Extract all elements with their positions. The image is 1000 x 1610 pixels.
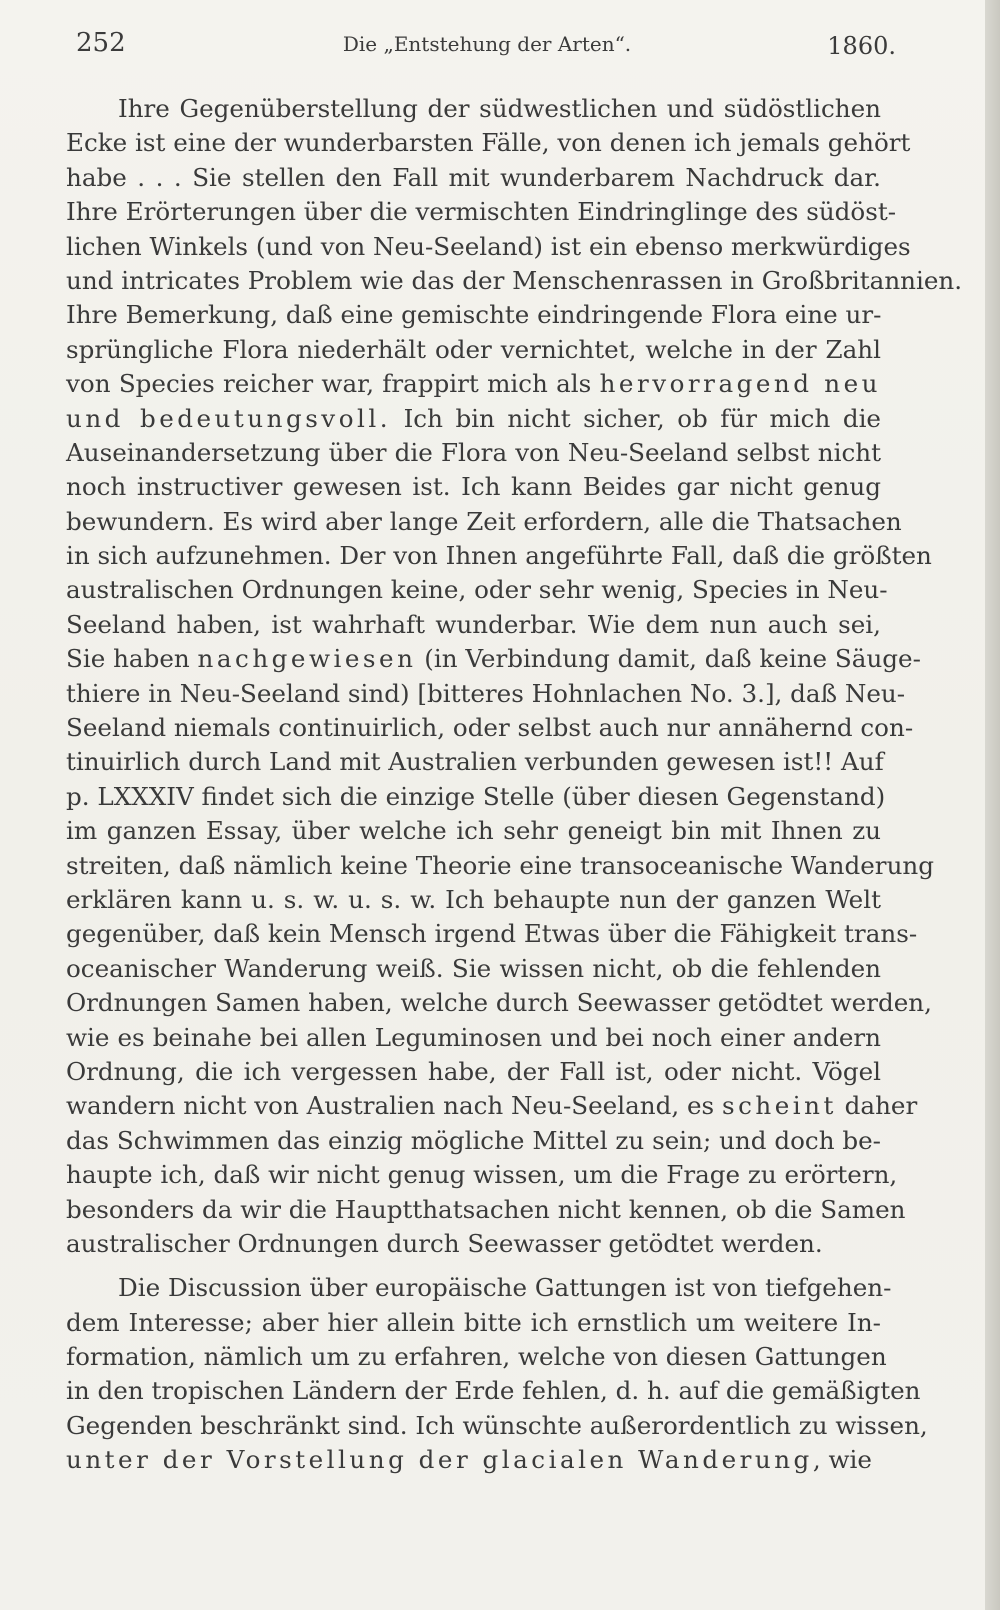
text-line: p. LXXXIV findet sich die einzige Stelle (über diesen Gegenstand) bbox=[66, 781, 886, 811]
text-line: australischer Ordnungen durch Seewasser getödtet werden. bbox=[66, 1228, 823, 1258]
header-year: 1860. bbox=[827, 32, 896, 60]
text-line: noch instructiver gewesen ist. Ich kann Beides gar nicht genug bbox=[66, 472, 881, 502]
paragraph-2 bbox=[66, 1271, 928, 1477]
text-line: haupte ich, daß wir nicht genug wissen, um die Frage zu erörtern, bbox=[66, 1160, 898, 1190]
text-line: formation, nämlich um zu erfahren, welche von diesen Gattungen bbox=[66, 1342, 887, 1372]
text-line: das Schwimmen das einzig mögliche Mittel zu sein; und doch be- bbox=[66, 1125, 881, 1155]
text-line: dem Interesse; aber hier allein bitte ich ernstlich um weitere In- bbox=[66, 1307, 881, 1337]
text-line: Ihre Bemerkung, daß eine gemischte eindringende Flora eine ur- bbox=[66, 300, 882, 330]
text-line: Seeland haben, ist wahrhaft wunderbar. Wie dem nun auch sei, bbox=[66, 609, 881, 639]
text-line: streiten, daß nämlich keine Theorie eine transoceanische Wanderung bbox=[66, 850, 934, 880]
text-segment: Ich bin nicht sicher, ob für mich die bbox=[391, 403, 881, 433]
text-line: Seeland niemals continuirlich, oder selbst auch nur annähernd con- bbox=[66, 713, 914, 743]
text-segment: von Species reicher war, frappirt mich als bbox=[66, 369, 600, 399]
text-line: gegenüber, daß kein Mensch irgend Etwas über die Fähigkeit trans- bbox=[66, 919, 918, 949]
text-line: und intricates Problem wie das der Menschenrassen in Großbritannien. bbox=[66, 265, 963, 295]
text-line: Ordnung, die ich vergessen habe, der Fall ist, oder nicht. Vögel bbox=[66, 1056, 881, 1086]
text-line: in sich aufzunehmen. Der von Ihnen angeführte Fall, daß die größten bbox=[66, 541, 932, 571]
body-text bbox=[66, 92, 963, 1478]
text-line: Ihre Erörterungen über die vermischten Eindringlinge des südöst- bbox=[66, 197, 897, 227]
paragraph-1 bbox=[66, 92, 963, 1261]
text-segment: , wie bbox=[812, 1445, 872, 1475]
text-line: Ihre Gegenüberstellung der südwestlichen und südöstlichen bbox=[118, 94, 881, 123]
text-line: sprüngliche Flora niederhält oder vernichtet, welche in der Zahl bbox=[66, 334, 881, 364]
spaced-emphasis: und bedeutungsvoll. bbox=[66, 403, 392, 433]
text-line: besonders da wir die Hauptthatsachen nicht kennen, ob die Samen bbox=[66, 1194, 906, 1224]
text-segment: daher bbox=[836, 1091, 918, 1121]
text-line: thiere in Neu-Seeland sind) [bitteres Hohnlachen No. 3.], daß Neu- bbox=[66, 678, 906, 708]
text-line bbox=[66, 1089, 918, 1123]
text-line: oceanischer Wanderung weiß. Sie wissen nicht, ob die fehlenden bbox=[66, 953, 881, 983]
text-line: erklären kann u. s. w. u. s. w. Ich behaupte nun der ganzen Welt bbox=[66, 884, 881, 914]
text-line: habe . . . Sie stellen den Fall mit wunderbarem Nachdruck dar. bbox=[66, 162, 881, 192]
spaced-emphasis: unter der Vorstellung der glacialen Wanderung bbox=[66, 1445, 813, 1475]
text-line: bewundern. Es wird aber lange Zeit erfordern, alle die Thatsachen bbox=[66, 506, 902, 536]
text-line bbox=[66, 367, 881, 401]
text-line: Ecke ist eine der wunderbarsten Fälle, von denen ich jemals gehört bbox=[66, 128, 911, 158]
spaced-emphasis: scheint bbox=[721, 1091, 837, 1121]
text-line: wie es beinahe bei allen Leguminosen und bei noch einer andern bbox=[66, 1022, 881, 1052]
text-line: australischen Ordnungen keine, oder sehr wenig, Species in Neu- bbox=[66, 575, 888, 605]
page-edge bbox=[985, 0, 1000, 1610]
text-line: tinuirlich durch Land mit Australien verbunden gewesen ist!! Auf bbox=[66, 747, 884, 777]
text-line bbox=[66, 642, 921, 676]
text-line: in den tropischen Ländern der Erde fehlen, d. h. auf die gemäßigten bbox=[66, 1376, 921, 1406]
text-line: Auseinandersetzung über die Flora von Neu-Seeland selbst nicht bbox=[66, 437, 881, 467]
spaced-emphasis: hervorragend neu bbox=[599, 369, 881, 399]
page-header bbox=[72, 28, 902, 64]
text-line: Gegenden beschränkt sind. Ich wünschte außerordentlich zu wissen, bbox=[66, 1410, 928, 1440]
text-segment: (in Verbindung damit, daß keine Säuge- bbox=[416, 644, 921, 674]
running-title: Die „Entstehung der Arten“. bbox=[342, 32, 632, 56]
text-line: Ordnungen Samen haben, welche durch Seewasser getödtet werden, bbox=[66, 988, 932, 1018]
text-line bbox=[66, 1443, 881, 1477]
text-line: im ganzen Essay, über welche ich sehr geneigt bin mit Ihnen zu bbox=[66, 816, 881, 846]
text-line bbox=[66, 402, 881, 436]
text-segment: Sie haben bbox=[66, 644, 198, 674]
text-line: lichen Winkels (und von Neu-Seeland) ist ein ebenso merkwürdiges bbox=[66, 231, 911, 261]
spaced-emphasis: nachgewiesen bbox=[197, 644, 417, 674]
page-number: 252 bbox=[76, 28, 126, 58]
text-segment: wandern nicht von Australien nach Neu-Seeland, es bbox=[66, 1091, 722, 1121]
text-line: Die Discussion über europäische Gattungen ist von tiefgehen- bbox=[118, 1273, 892, 1303]
